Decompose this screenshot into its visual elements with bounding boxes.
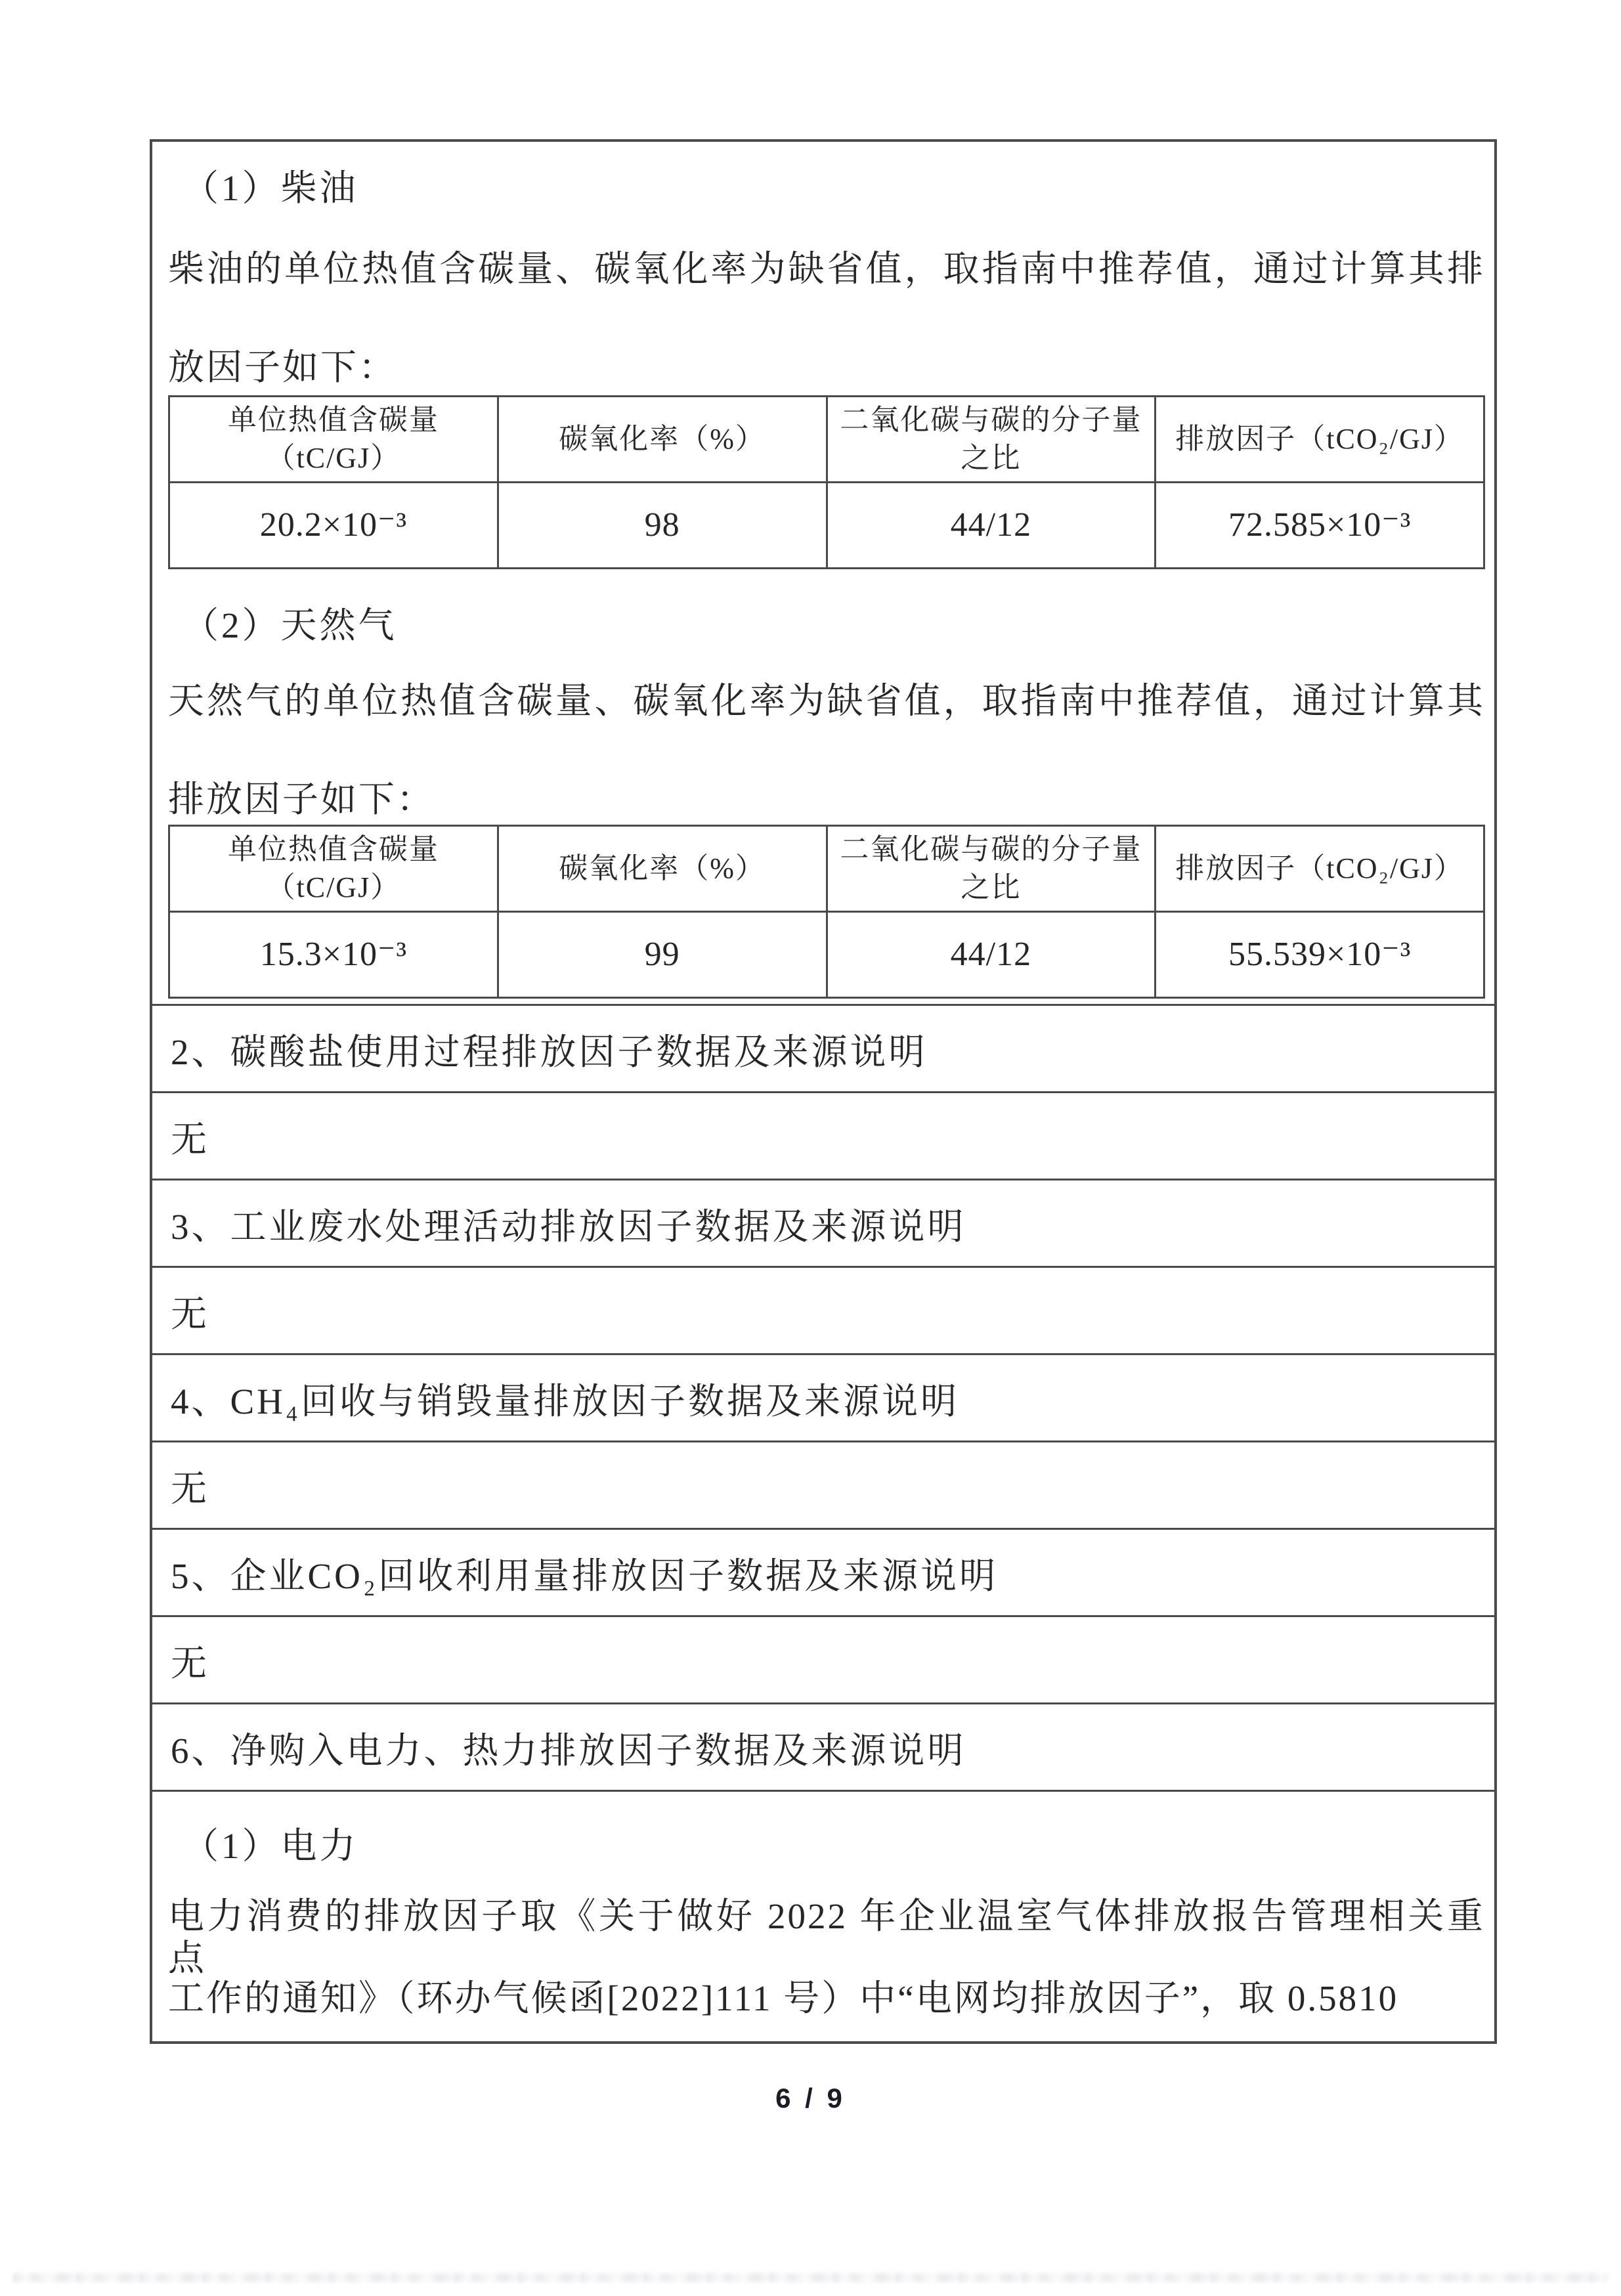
diesel-factor-table xyxy=(168,395,1485,569)
natural-gas-paragraph-line2: 排放因子如下： xyxy=(168,779,435,819)
header-line: 排放因子（tCO₂/GJ） xyxy=(1175,423,1465,455)
row-value-none: 无 xyxy=(152,1091,1494,1179)
row-heading-purchased-electricity-heat: 6、净购入电力、热力排放因子数据及来源说明 xyxy=(152,1702,1494,1790)
natural-gas-molecular-ratio-value: 44/12 xyxy=(828,913,1157,997)
scan-bleed-artifact xyxy=(13,2273,1608,2282)
fuel-emission-factors-cell xyxy=(152,142,1494,1004)
header-line: 二氧化碳与碳的分子量 xyxy=(840,833,1142,865)
natural-gas-table-header-row xyxy=(170,827,1483,911)
row-heading-co2-recovery: 5、企业CO₂回收利用量排放因子数据及来源说明 xyxy=(152,1528,1494,1615)
diesel-molecular-ratio-value: 44/12 xyxy=(828,483,1157,567)
header-line: 碳氧化率（%） xyxy=(559,423,766,455)
header-molecular-ratio xyxy=(828,397,1157,481)
natural-gas-paragraph-line1: 天然气的单位热值含碳量、碳氧化率为缺省值，取指南中推荐值，通过计算其 xyxy=(168,681,1485,721)
header-line: 排放因子（tCO₂/GJ） xyxy=(1175,852,1465,884)
natural-gas-emission-factor-value: 55.539×10⁻³ xyxy=(1228,936,1412,973)
row-value-none: 无 xyxy=(152,1615,1494,1702)
header-line: 单位热值含碳量 xyxy=(227,833,439,865)
header-carbon-content xyxy=(170,397,499,481)
row-heading-ch4-recovery: 4、CH₄回收与销毁量排放因子数据及来源说明 xyxy=(152,1353,1494,1440)
electricity-paragraph-line2: 工作的通知》（环办气候函[2022]111 号）中“电网均排放因子”，取 0.5810 xyxy=(168,1978,1399,2018)
diesel-paragraph-line1: 柴油的单位热值含碳量、碳氧化率为缺省值，取指南中推荐值，通过计算其排 xyxy=(168,249,1485,289)
header-emission-factor xyxy=(1156,397,1483,481)
header-line: 二氧化碳与碳的分子量 xyxy=(840,404,1142,436)
electricity-paragraph-line1: 电力消费的排放因子取《关于做好 2022 年企业温室气体排放报告管理相关重点 xyxy=(168,1896,1485,1978)
electricity-cell xyxy=(152,1790,1494,2041)
natural-gas-factor-table xyxy=(168,825,1485,999)
header-oxidation-rate xyxy=(499,397,828,481)
header-line: 之比 xyxy=(961,442,1022,474)
header-molecular-ratio xyxy=(828,827,1157,911)
row-heading-wastewater: 3、工业废水处理活动排放因子数据及来源说明 xyxy=(152,1179,1494,1266)
diesel-table-value-row xyxy=(170,481,1483,567)
header-line: （tC/GJ） xyxy=(266,871,401,903)
diesel-heading: （1）柴油 xyxy=(183,168,358,208)
diesel-paragraph-line2: 放因子如下： xyxy=(168,347,397,387)
header-oxidation-rate xyxy=(499,827,828,911)
natural-gas-carbon-content-value: 15.3×10⁻³ xyxy=(170,913,499,997)
header-emission-factor xyxy=(1156,827,1483,911)
header-line: （tC/GJ） xyxy=(266,442,401,474)
electricity-heading: （1）电力 xyxy=(183,1826,358,1866)
diesel-emission-factor-value: 72.585×10⁻³ xyxy=(1228,506,1412,544)
report-table xyxy=(150,139,1497,2044)
row-value-none: 无 xyxy=(152,1440,1494,1528)
diesel-table-header-row xyxy=(170,397,1483,481)
header-carbon-content xyxy=(170,827,499,911)
page-number: 6 / 9 xyxy=(775,2083,846,2113)
header-line: 碳氧化率（%） xyxy=(559,852,766,884)
natural-gas-table-value-row xyxy=(170,911,1483,997)
header-line: 单位热值含碳量 xyxy=(227,404,439,436)
row-value-none: 无 xyxy=(152,1266,1494,1353)
header-line: 之比 xyxy=(961,871,1022,903)
diesel-oxidation-rate-value: 98 xyxy=(499,483,828,567)
natural-gas-oxidation-rate-value: 99 xyxy=(499,913,828,997)
row-heading-carbonate: 2、碳酸盐使用过程排放因子数据及来源说明 xyxy=(152,1004,1494,1091)
natural-gas-heading: （2）天然气 xyxy=(183,605,397,645)
diesel-carbon-content-value: 20.2×10⁻³ xyxy=(170,483,499,567)
